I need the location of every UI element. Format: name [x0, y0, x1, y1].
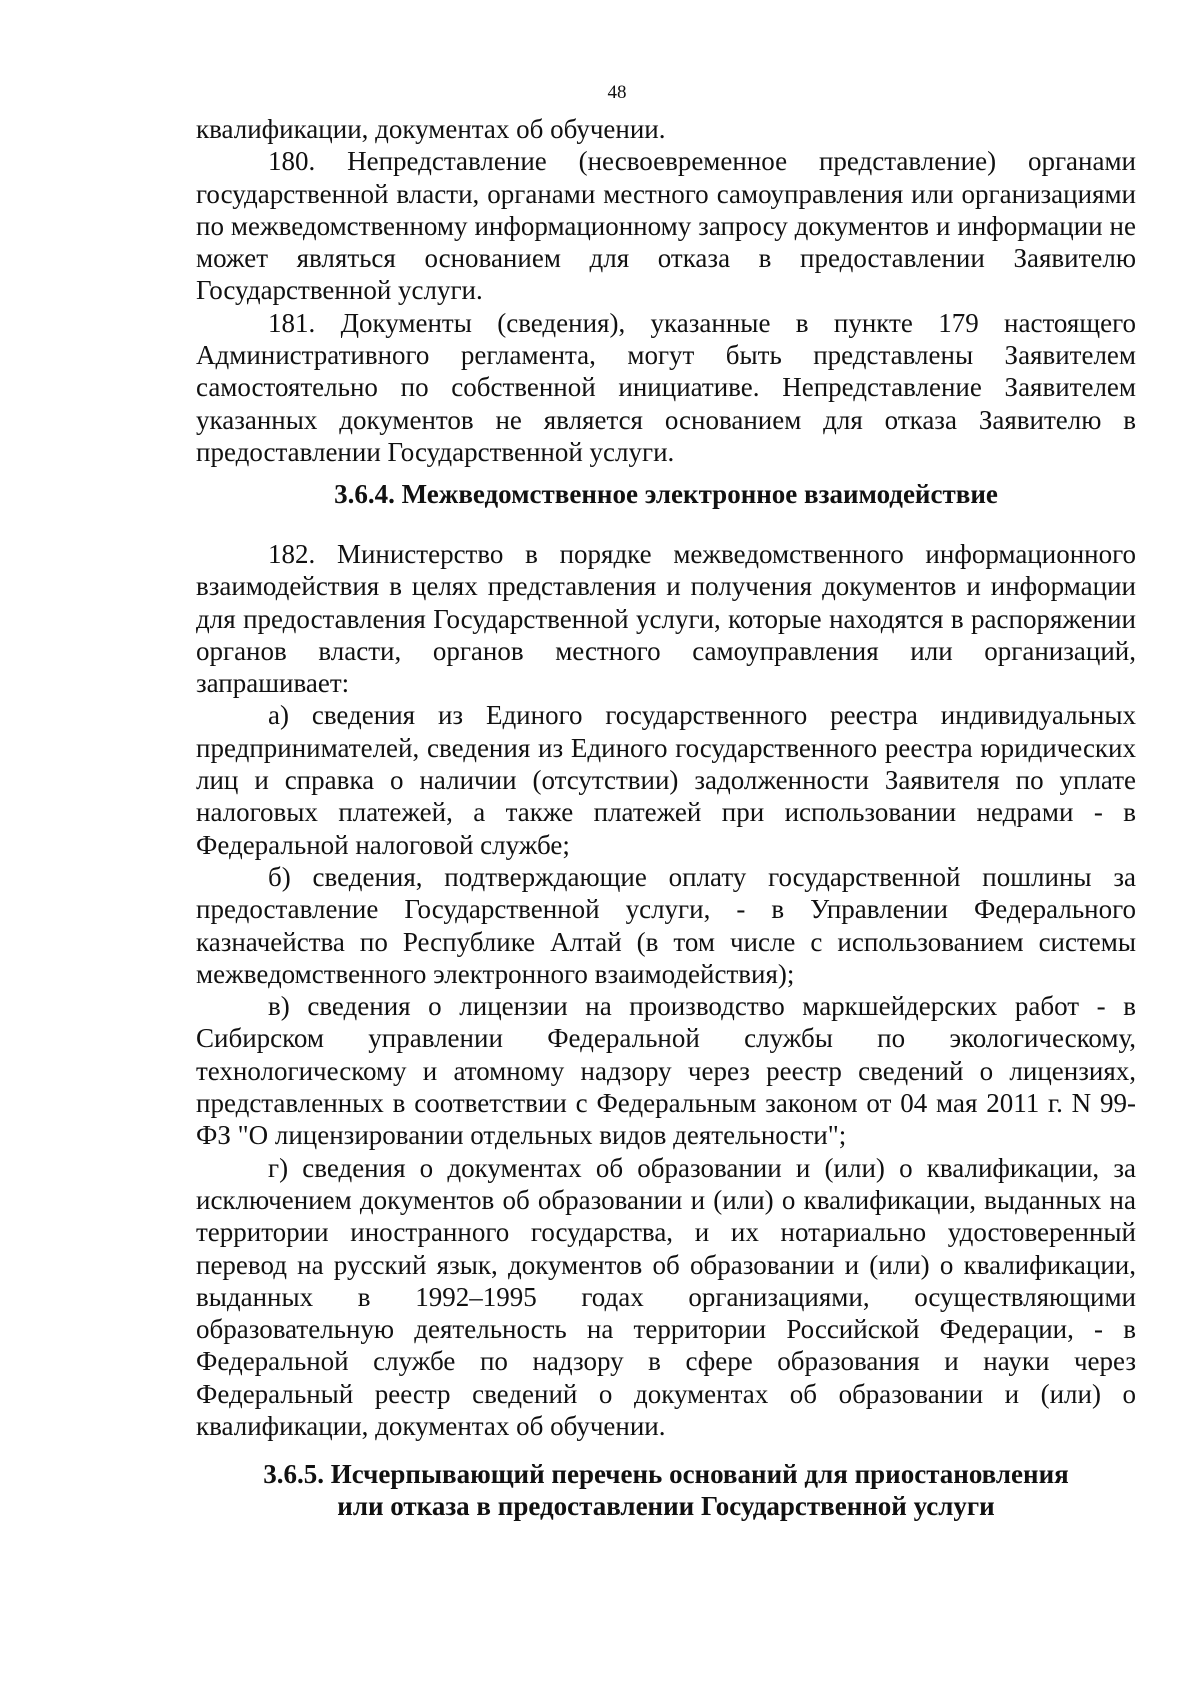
page-number: 48: [607, 82, 627, 103]
paragraph-continuation: квалификации, документах об обучении.: [196, 114, 666, 144]
section-heading-3-6-5: [196, 1458, 1136, 1522]
section-heading-3-6-5-line-2: или отказа в предоставлении Государственной услуги: [337, 1491, 995, 1521]
paragraph-181: 181. Документы (сведения), указанные в пункте 179 настоящего Административного регламента, могут быть представлены Заявителем самостоятельно по собственной инициативе. Непредставление Заявителем указанных документов не является основанием для отказа Заявителю в предоставлении Государственной услуги.: [196, 307, 1136, 467]
paragraph-180: 180. Непредставление (несвоевременное представление) органами государственной власти, органами местного самоуправления или организациями по межведомственному информационному запросу документов и информации не может являться основанием для отказа в предоставлении Заявителю Государственной услуги.: [196, 146, 1136, 306]
list-item-v: в) сведения о лицензии на производство маркшейдерских работ - в Сибирском управлении Федеральной службы по экологическому, технологическому и атомному надзору через реестр сведений о лицензиях, представленных в соответствии с Федеральным законом от 04 мая 2011 г. N 99-ФЗ "О лицензировании отдельных видов деятельности";: [196, 991, 1136, 1151]
paragraph-182: 182. Министерство в порядке межведомственного информационного взаимодействия в целях представления и получения документов и информации для предоставления Государственной услуги, которые находятся в распоряжении органов власти, органов местного самоуправления или организаций, запрашивает:: [196, 539, 1136, 699]
body-text-block-2: [196, 538, 1136, 1442]
body-text-block-1: [196, 113, 1136, 468]
list-item-a: а) сведения из Единого государственного реестра индивидуальных предпринимателей, сведения из Единого государственного реестра юридических лиц и справка о наличии (отсутствии) задолженности Заявителя по уплате налоговых платежей, а также платежей при использовании недрами - в Федеральной налоговой службе;: [196, 700, 1136, 860]
section-heading-3-6-5-line-1: 3.6.5. Исчерпывающий перечень оснований для приостановления: [263, 1459, 1069, 1489]
list-item-g: г) сведения о документах об образовании и (или) о квалификации, за исключением документов об образовании и (или) о квалификации, выданных на территории иностранного государства, и их нотариально удостоверенный перевод на русский язык, документов об образовании и (или) о квалификации, выданных в 1992–1995 годах организациями, осуществляющими образовательную деятельность на территории Российской Федерации, - в Федеральной службе по надзору в сфере образования и науки через Федеральный реестр сведений о документах об образовании и (или) о квалификации, документах об обучении.: [196, 1152, 1136, 1442]
section-heading-3-6-4: 3.6.4. Межведомственное электронное взаимодействие: [334, 479, 998, 509]
list-item-b: б) сведения, подтверждающие оплату государственной пошлины за предоставление Государственной услуги, - в Управлении Федерального казначейства по Республике Алтай (в том числе с использованием системы межведомственного электронного взаимодействия);: [196, 861, 1136, 989]
